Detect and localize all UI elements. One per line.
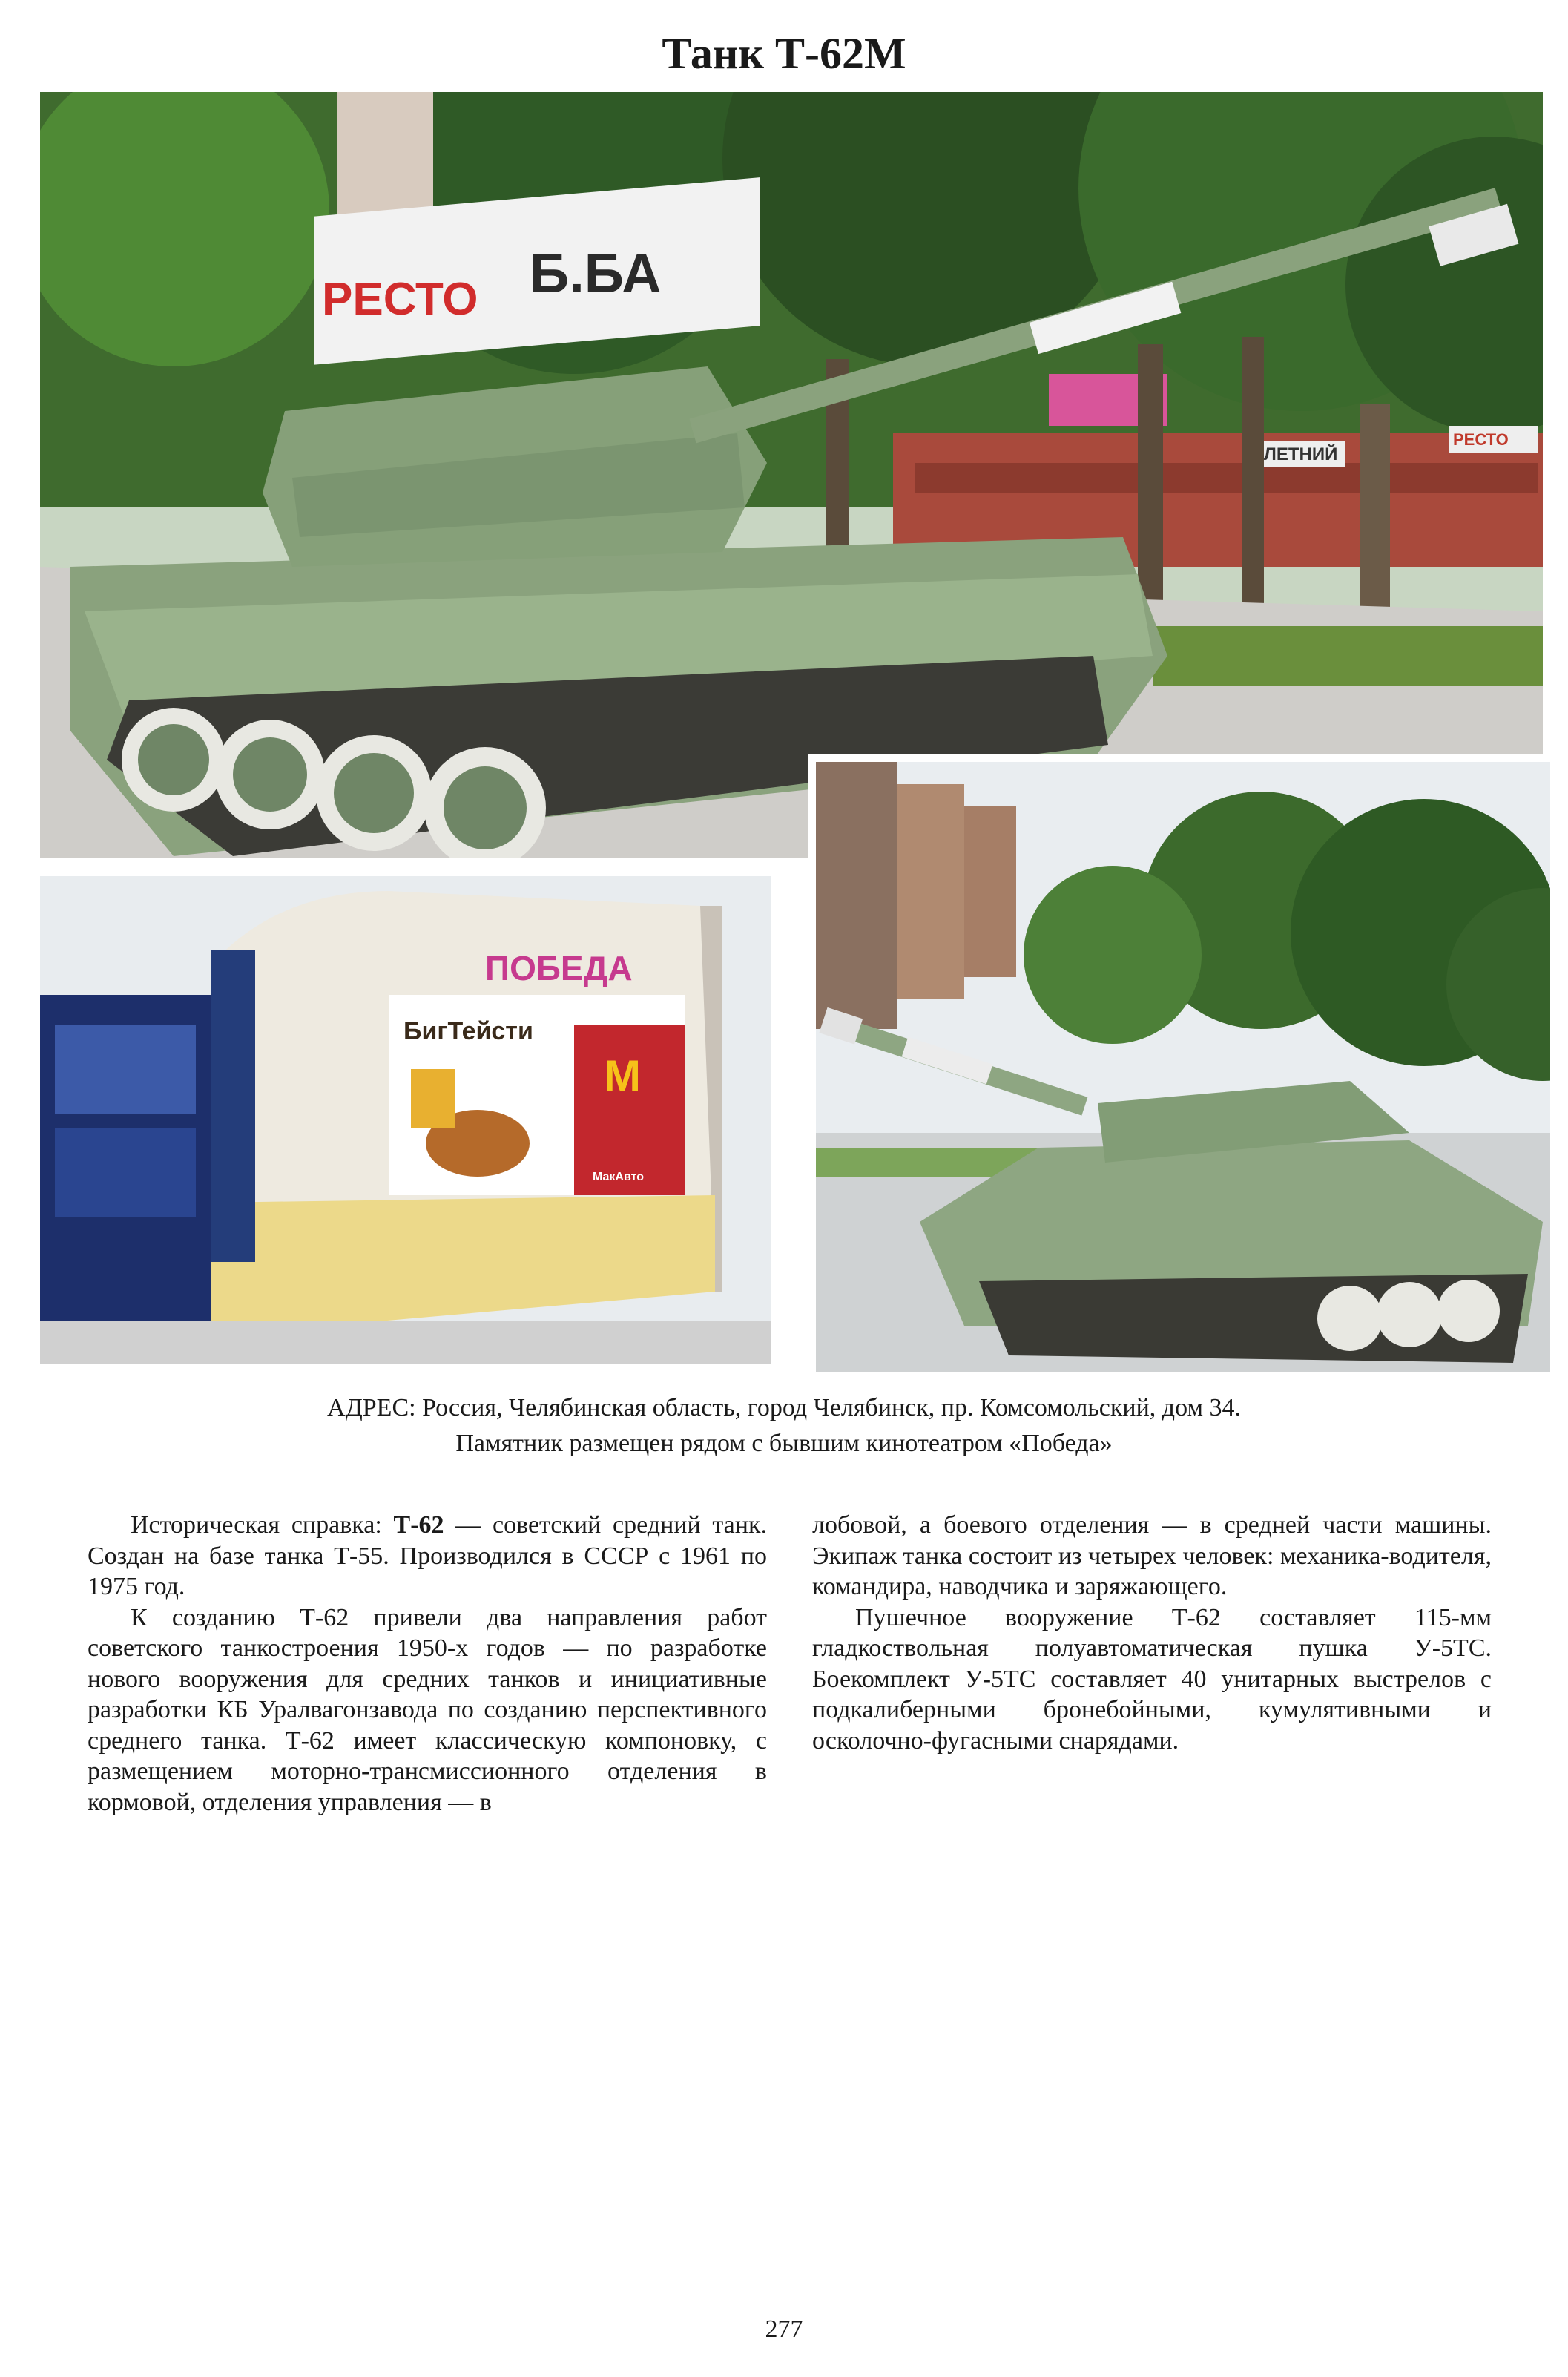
svg-text:M: M xyxy=(604,1051,641,1101)
text-column-left xyxy=(88,1510,767,1818)
tank-name-bold: Т-62 xyxy=(393,1511,444,1539)
page-title: Танк Т-62М xyxy=(662,29,906,78)
tank-monument-photo xyxy=(40,92,1543,858)
paragraph-history: Историческая справка: Т-62 — советский средний танк. Создан на базе танка Т-55. Производился в СССР с 1961 по 1975 год. xyxy=(88,1511,767,1600)
cinema-building-photo xyxy=(40,876,771,1364)
caption-note: Памятник размещен рядом с бывшим кинотеатром «Победа» xyxy=(455,1430,1113,1457)
photo-caption xyxy=(0,1390,1568,1462)
pobeda-sign: ПОБЕДА xyxy=(485,949,633,987)
sign-bba: Б.БА xyxy=(530,243,662,304)
caption-address: АДРЕС: Россия, Челябинская область, город Челябинск, пр. Комсомольский, дом 34. xyxy=(327,1394,1241,1421)
logo-text: МакАвто xyxy=(593,1171,645,1183)
text-column-right xyxy=(812,1510,1492,1756)
small-sign-1: ЛЕТНИЙ xyxy=(1264,444,1338,464)
tank-front-photo xyxy=(808,754,1550,1372)
paragraph-development: К созданию Т-62 привели два направления работ советского танкостроения 1950-х годов — по разработке нового вооружения для средних танков и инициативные разработки КБ Уралвагонзавода по созданию перспективного среднего танка. Т-62 имеет классическую компоновку, с размещением моторно-трансмиссионного отделения в кормовой, отделения управления — в xyxy=(88,1603,767,1816)
sign-resto: РЕСТО xyxy=(322,274,478,325)
paragraph-armament: Пушечное вооружение Т-62 составляет 115-мм гладкоствольная полуавтоматическая пушка У-5ТС. Боекомплект У-5ТС составляет 40 унитарных выстрелов с подкалиберными бронебойными, кумулятивными и осколочно-фугасными снарядами. xyxy=(812,1603,1492,1755)
paragraph-layout-continued: лобовой, а боевого отделения — в средней части машины. Экипаж танка состоит из четырех человек: механика-водителя, командира, наводчика и заряжающего. xyxy=(812,1511,1492,1600)
page-number: 277 xyxy=(765,2315,803,2343)
small-sign-2: РЕСТО xyxy=(1453,430,1509,449)
billboard-headline: БигТейсти xyxy=(403,1017,533,1045)
